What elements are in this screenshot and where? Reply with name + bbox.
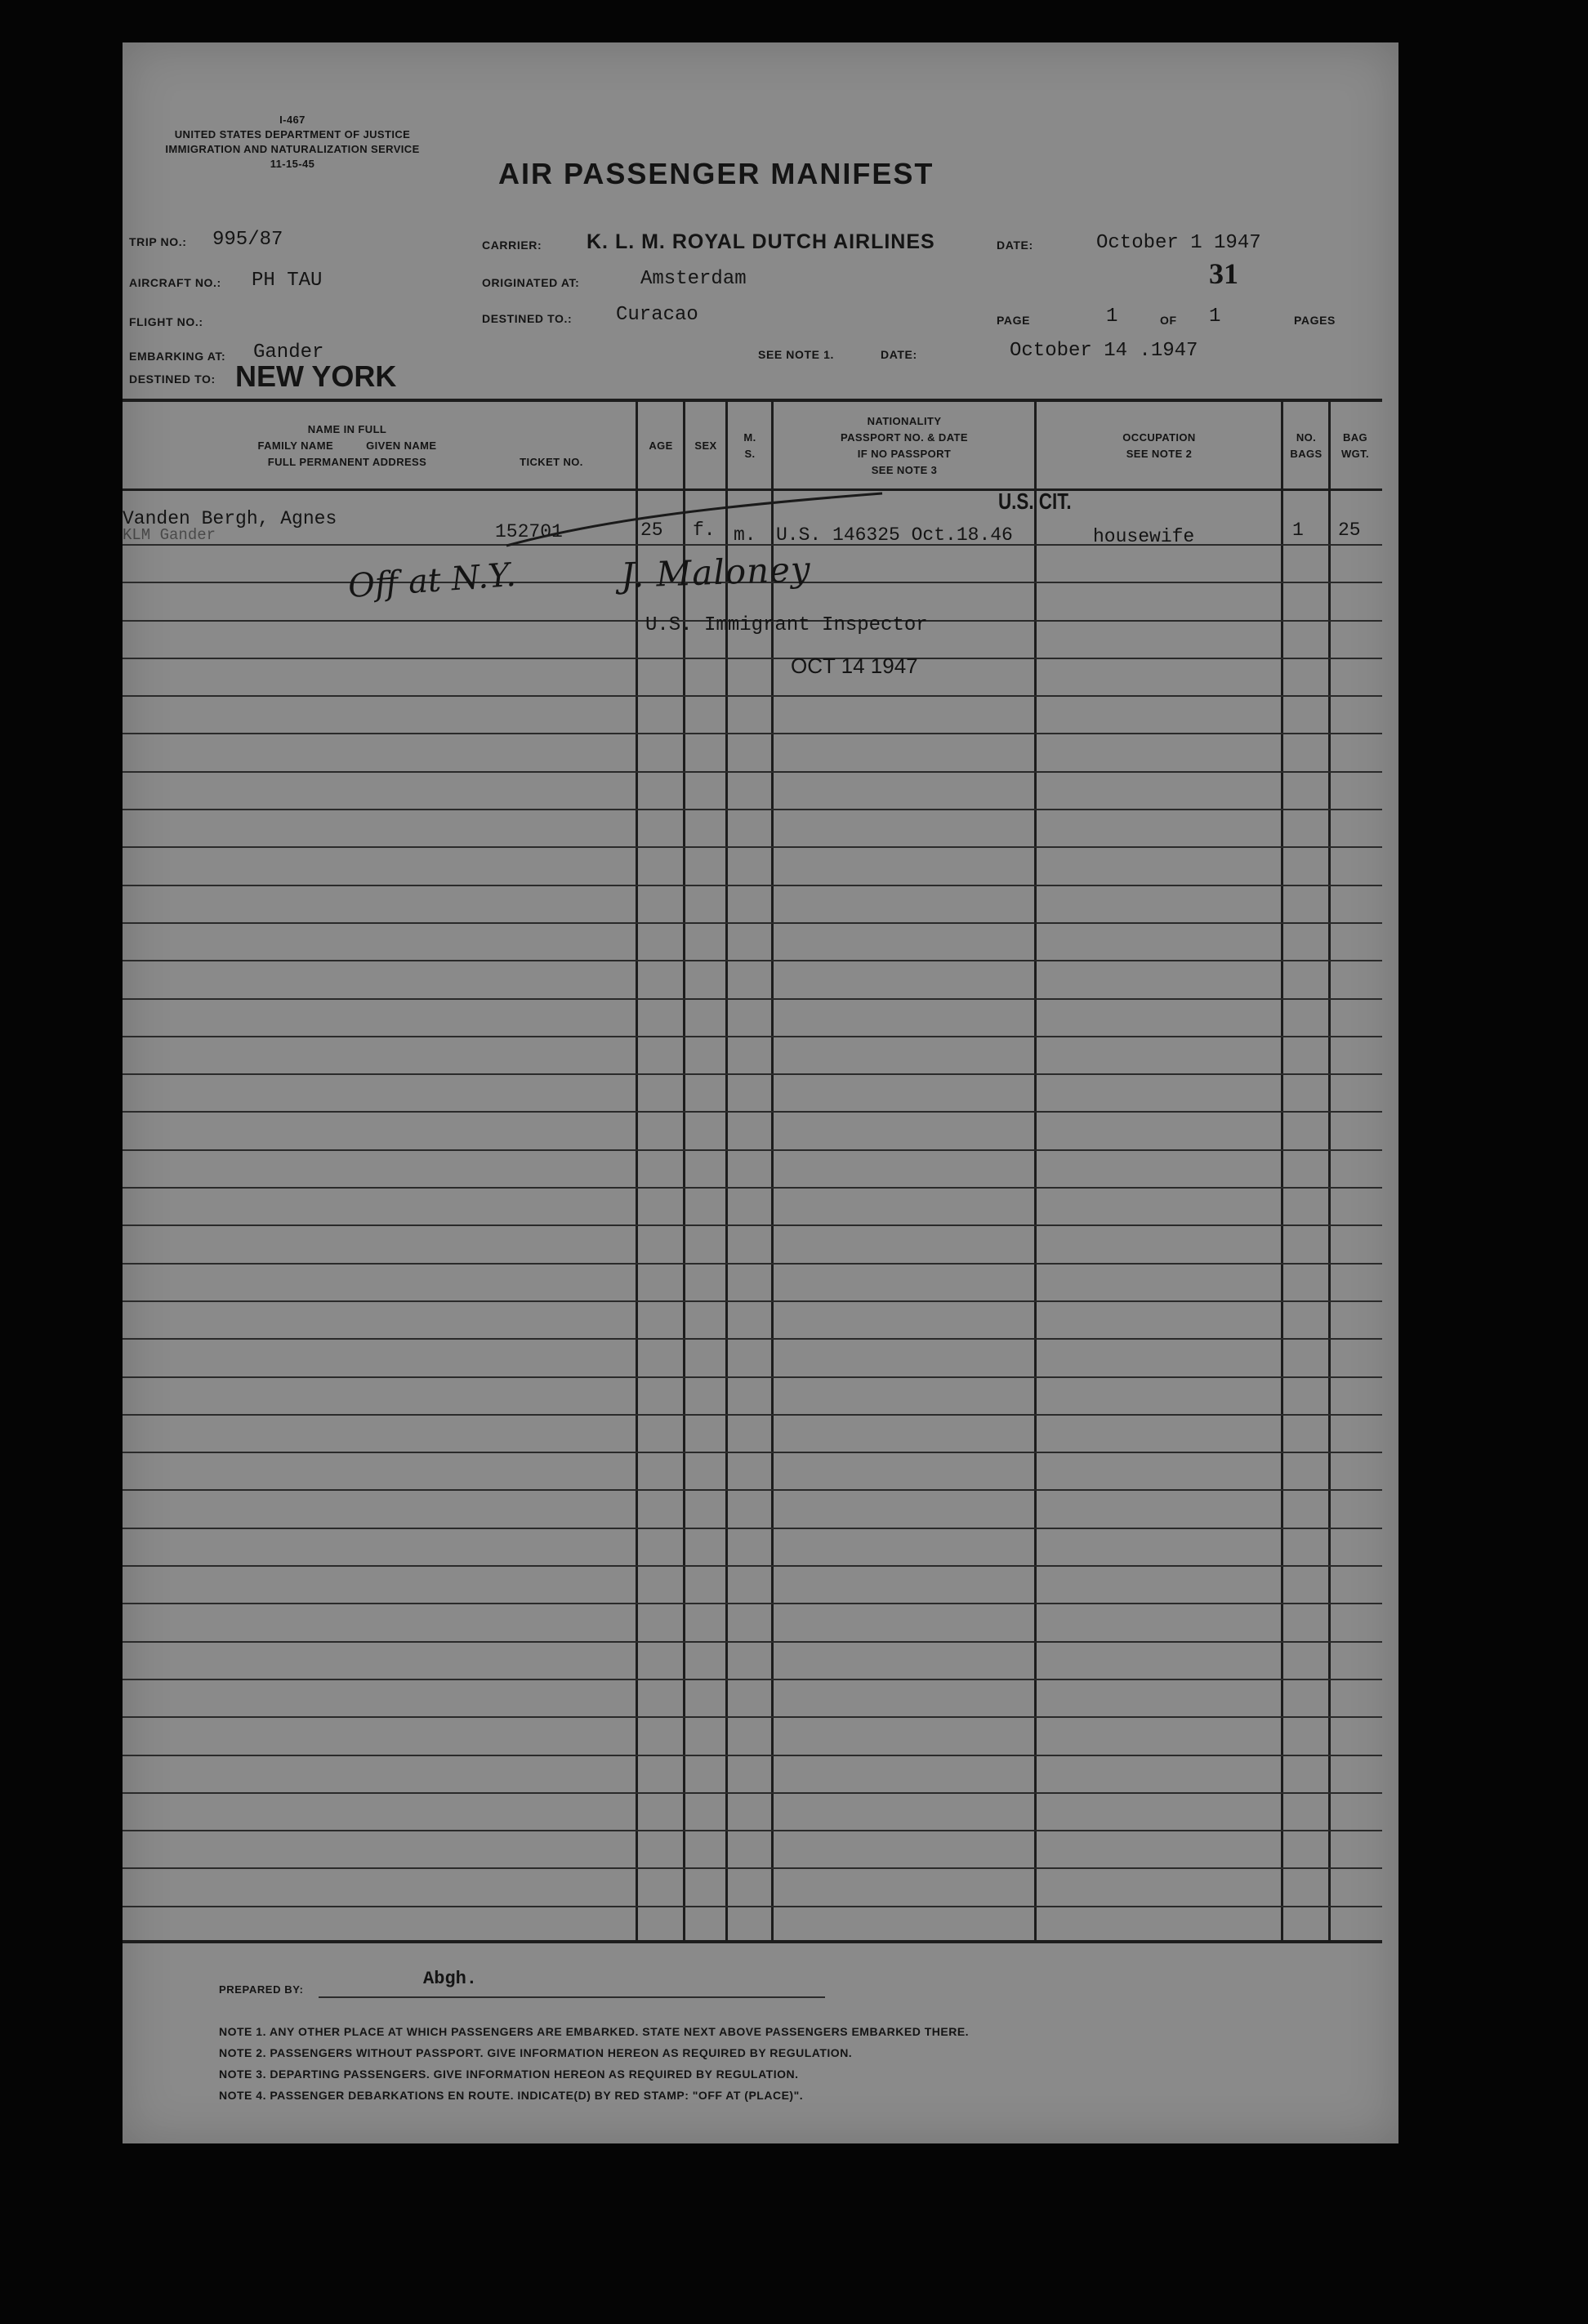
row-rule: [123, 1036, 1382, 1037]
col-divider: [1034, 400, 1037, 1942]
row-rule: [123, 1830, 1382, 1831]
col-header-name-2: FAMILY NAME GIVEN NAME: [257, 439, 437, 452]
row-rule: [123, 1414, 1382, 1416]
passenger-marital: m.: [734, 524, 756, 546]
row-rule: [123, 1073, 1382, 1075]
col-header-name-3: FULL PERMANENT ADDRESS: [267, 456, 427, 468]
of-value: 1: [1209, 306, 1221, 328]
agency-line-2: IMMIGRATION AND NATURALIZATION SERVICE: [165, 143, 420, 155]
row-rule: [123, 1111, 1382, 1113]
form-date: 11-15-45: [270, 158, 315, 170]
table-bottom-rule: [123, 1940, 1382, 1943]
row-rule: [123, 695, 1382, 697]
col-header-bags: [1283, 430, 1329, 462]
col-header-age: AGE: [649, 439, 673, 452]
inspector-title-stamp: U.S. Immigrant Inspector: [645, 614, 928, 636]
date-label: DATE:: [997, 239, 1033, 252]
note-3: NOTE 3. DEPARTING PASSENGERS. GIVE INFORMATION HEREON AS REQUIRED BY REGULATION.: [219, 2068, 799, 2081]
pages-label: PAGES: [1294, 314, 1336, 327]
row-rule: [123, 1792, 1382, 1794]
pen-slash-icon: [498, 488, 907, 554]
row-rule: [123, 1679, 1382, 1680]
col-header-wgt-2: WGT.: [1340, 448, 1370, 460]
col-header-nat-2: PASSPORT NO. & DATE: [841, 431, 968, 444]
manifest-sheet: [123, 42, 1398, 2143]
aircraft-label: AIRCRAFT NO.:: [129, 276, 221, 289]
row-rule: [123, 809, 1382, 810]
col-divider: [636, 400, 638, 1942]
col-header-ms: [728, 430, 772, 462]
page-label: PAGE: [997, 314, 1031, 327]
passenger-bags: 1: [1292, 520, 1304, 541]
note-1: NOTE 1. ANY OTHER PLACE AT WHICH PASSENGERS ARE EMBARKED. STATE NEXT ABOVE PASSENGERS EMBARKED THERE.: [219, 2025, 970, 2038]
col-header-occupation: [1037, 430, 1282, 462]
passenger-ticket: 152701: [495, 521, 563, 542]
col-header-sex: SEX: [694, 439, 717, 452]
carrier-value: K. L. M. ROYAL DUTCH AIRLINES: [587, 230, 935, 253]
col-divider: [1281, 400, 1283, 1942]
row-rule: [123, 998, 1382, 1000]
row-rule: [123, 885, 1382, 886]
row-rule: [123, 1906, 1382, 1907]
row-rule: [123, 1565, 1382, 1567]
row-rule: [123, 1603, 1382, 1604]
passenger-weight: 25: [1338, 520, 1361, 541]
passenger-age: 25: [640, 520, 663, 541]
passenger-name: Vanden Bergh, Agnes: [123, 508, 337, 529]
col-header-nat-1: NATIONALITY: [867, 415, 942, 427]
col-header-ticket: TICKET NO.: [520, 456, 583, 468]
originated-label: ORIGINATED AT:: [482, 276, 580, 289]
passenger-passport: U.S. 146325 Oct.18.46: [776, 524, 1013, 546]
embarking-label: EMBARKING AT:: [129, 350, 226, 363]
destined-value: NEW YORK: [235, 359, 397, 393]
row-rule: [123, 1528, 1382, 1529]
agency-block: [129, 113, 456, 172]
destined2-value: Curacao: [616, 304, 698, 326]
row-rule: [123, 1716, 1382, 1718]
date2-label: DATE:: [881, 348, 917, 361]
row-rule: [123, 1452, 1382, 1453]
col-header-nat-3: IF NO PASSPORT: [857, 448, 952, 460]
embarking-value: Gander: [253, 341, 324, 364]
col-divider: [1328, 400, 1331, 1942]
prepared-value: Abgh.: [423, 1969, 478, 1989]
col-header-occ-1: OCCUPATION: [1122, 431, 1196, 444]
citizenship-stamp: U.S. CIT.: [998, 488, 1072, 514]
inspection-date-stamp: OCT 14 1947: [791, 653, 918, 678]
col-header-nationality: [774, 413, 1035, 479]
row-rule: [123, 1149, 1382, 1151]
col-header-ms-1: M.: [743, 431, 756, 444]
col-header-weight: [1331, 430, 1380, 462]
row-rule: [123, 1224, 1382, 1226]
col-header-nat-4: SEE NOTE 3: [871, 464, 938, 476]
date2-value: October 14 .1947: [1010, 340, 1198, 362]
row-rule: [123, 1338, 1382, 1340]
row-rule: [123, 922, 1382, 924]
row-rule: [123, 1867, 1382, 1869]
trip-label: TRIP NO.:: [129, 235, 187, 248]
destined-label: DESTINED TO:: [129, 372, 216, 386]
col-header-name-1: NAME IN FULL: [307, 423, 387, 435]
inspector-signature: J. Maloney: [620, 548, 812, 596]
agency-line-1: UNITED STATES DEPARTMENT OF JUSTICE: [174, 128, 411, 141]
row-rule: [123, 1641, 1382, 1643]
table-top-rule: [123, 399, 1382, 402]
aircraft-value: PH TAU: [252, 270, 323, 292]
col-header-bags-2: BAGS: [1290, 448, 1323, 460]
col-header-wgt-1: BAG: [1342, 431, 1368, 444]
prepared-underline: [319, 1996, 825, 1998]
row-rule: [123, 1755, 1382, 1756]
passenger-occupation: housewife: [1093, 526, 1195, 547]
carrier-label: CARRIER:: [482, 239, 542, 252]
trip-value: 995/87: [212, 229, 283, 251]
row-rule: [123, 771, 1382, 773]
row-rule: [123, 733, 1382, 734]
originated-value: Amsterdam: [640, 268, 747, 290]
page-title: AIR PASSENGER MANIFEST: [498, 157, 935, 190]
footer-notes: [219, 2021, 969, 2106]
col-header-occ-2: SEE NOTE 2: [1126, 448, 1193, 460]
passenger-sex: f.: [693, 520, 716, 541]
form-number: I-467: [279, 114, 306, 126]
page-value: 1: [1106, 306, 1118, 328]
handwritten-off-at: Off at N.Y.: [346, 555, 517, 606]
sheet-number: 31: [1209, 257, 1238, 290]
flight-label: FLIGHT NO.:: [129, 315, 203, 328]
row-rule: [123, 1376, 1382, 1378]
row-rule: [123, 1489, 1382, 1491]
row-rule: [123, 658, 1382, 659]
date-value: October 1 1947: [1096, 232, 1261, 254]
col-header-name: [212, 422, 482, 471]
col-header-ms-2: S.: [744, 448, 756, 460]
prepared-label: PREPARED BY:: [219, 1983, 304, 1996]
see-note-label: SEE NOTE 1.: [758, 348, 834, 361]
note-4: NOTE 4. PASSENGER DEBARKATIONS EN ROUTE. INDICATE(D) BY RED STAMP: "OFF AT (PLACE)".: [219, 2089, 804, 2102]
row-rule: [123, 1300, 1382, 1302]
row-rule: [123, 1263, 1382, 1265]
passenger-address: KLM Gander: [123, 526, 216, 544]
of-label: OF: [1160, 314, 1177, 327]
destined2-label: DESTINED TO.:: [482, 312, 573, 325]
note-2: NOTE 2. PASSENGERS WITHOUT PASSPORT. GIVE INFORMATION HEREON AS REQUIRED BY REGULATION.: [219, 2046, 853, 2059]
row-rule: [123, 960, 1382, 961]
col-header-bags-1: NO.: [1296, 431, 1317, 444]
row-rule: [123, 846, 1382, 848]
row-rule: [123, 1187, 1382, 1189]
